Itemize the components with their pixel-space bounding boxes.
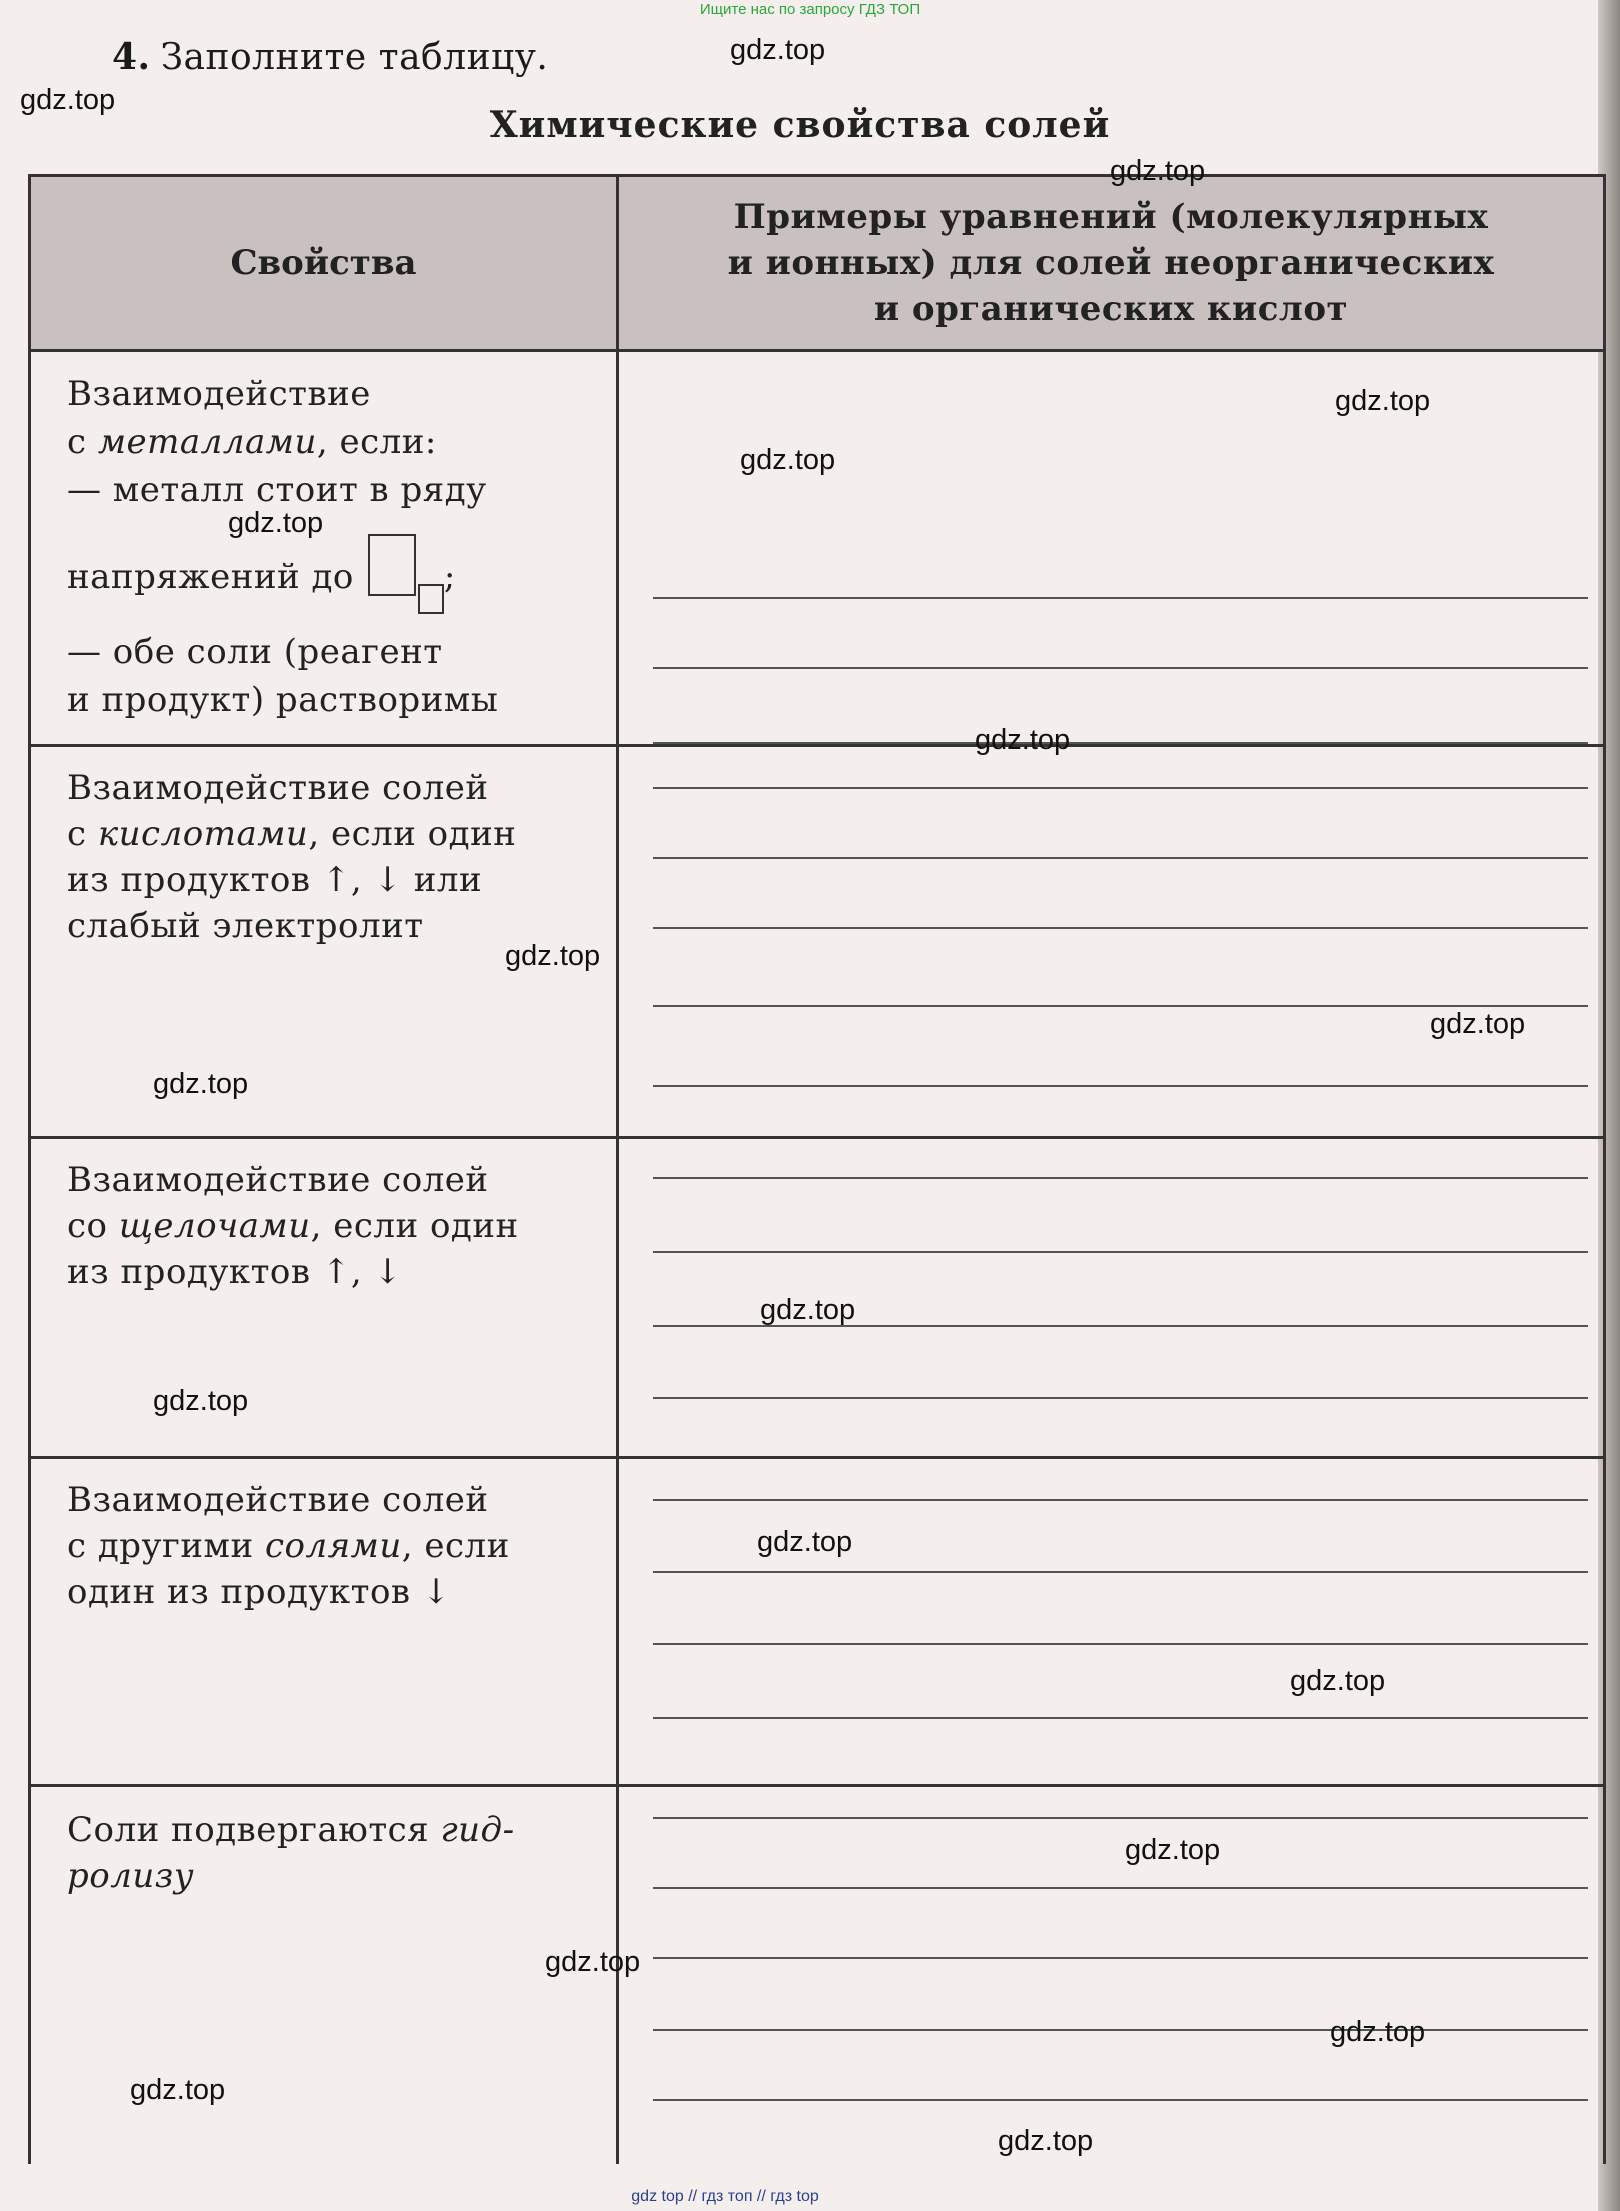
text-line: — металл стоит в ряду [67, 470, 487, 510]
write-line[interactable] [653, 857, 1588, 859]
property-cell [67, 765, 597, 949]
property-cell [67, 1157, 597, 1295]
watermark: gdz.top [1330, 2016, 1426, 2048]
text-line: один из продуктов ↓ [67, 1572, 451, 1612]
watermark: gdz.top [153, 1068, 249, 1100]
column-divider [616, 177, 619, 2164]
watermark: gdz.top [998, 2125, 1094, 2157]
table-row-acids [31, 747, 1603, 1139]
write-line[interactable] [653, 1957, 1588, 1959]
text-line: из продуктов ↑, ↓ [67, 1252, 403, 1292]
write-line[interactable] [653, 1571, 1588, 1573]
write-line[interactable] [653, 1177, 1588, 1179]
text-line: с металлами, если: [67, 422, 437, 462]
table-row-hydrolysis [31, 1787, 1603, 2167]
text-line: ролизу [67, 1856, 195, 1896]
watermark: gdz.top [760, 1294, 856, 1326]
text-line: Взаимодействие солей [67, 768, 489, 808]
watermark: gdz.top [975, 724, 1071, 756]
write-line[interactable] [653, 742, 1588, 744]
text-line: Взаимодействие [67, 374, 371, 414]
watermark: gdz.top [730, 34, 826, 66]
watermark: gdz.top [20, 84, 116, 116]
watermark: gdz.top [153, 1385, 249, 1417]
text-line: напряжений до ; [67, 534, 597, 614]
write-line[interactable] [653, 1817, 1588, 1819]
header-line: и ионных) для солей неорганических [727, 243, 1495, 283]
write-line[interactable] [653, 2099, 1588, 2101]
watermark: gdz.top [757, 1526, 853, 1558]
table-title: Химические свойства солей [489, 104, 1111, 146]
write-line[interactable] [653, 1251, 1588, 1253]
text-line: Соли подвергаются гид- [67, 1810, 515, 1850]
text-line: со щелочами, если один [67, 1206, 519, 1246]
watermark: gdz.top [1335, 385, 1431, 417]
text-line: Взаимодействие солей [67, 1160, 489, 1200]
write-line[interactable] [653, 1005, 1588, 1007]
write-line[interactable] [653, 597, 1588, 599]
top-banner[interactable]: Ищите нас по запросу ГДЗ ТОП [699, 1, 921, 18]
write-line[interactable] [653, 1717, 1588, 1719]
table-header [31, 177, 1603, 352]
write-line[interactable] [653, 1643, 1588, 1645]
watermark: gdz.top [228, 507, 324, 539]
property-cell [67, 370, 597, 724]
header-line: Примеры уравнений (молекулярных [733, 197, 1489, 237]
watermark: gdz.top [1125, 1834, 1221, 1866]
watermark: gdz.top [130, 2074, 226, 2106]
text-line: с другими солями, если [67, 1526, 510, 1566]
header-col-examples [619, 177, 1603, 349]
watermark: gdz.top [545, 1946, 641, 1978]
watermark: gdz.top [505, 940, 601, 972]
watermark: gdz.top [1430, 1008, 1526, 1040]
text-line: слабый электролит [67, 906, 424, 946]
write-line[interactable] [653, 1397, 1588, 1399]
write-line[interactable] [653, 1085, 1588, 1087]
watermark: gdz.top [1290, 1665, 1386, 1697]
task-text: Заполните таблицу. [160, 37, 549, 78]
header-col-properties: Свойства [230, 243, 417, 283]
property-cell [67, 1477, 597, 1615]
text-line: из продуктов ↑, ↓ или [67, 860, 483, 900]
write-line[interactable] [653, 787, 1588, 789]
text-line: с кислотами, если один [67, 814, 517, 854]
property-cell [67, 1807, 597, 1899]
write-line[interactable] [653, 1887, 1588, 1889]
task-heading [112, 36, 548, 78]
bottom-banner[interactable]: gdz top // гдз топ // гдз top [631, 2188, 819, 2205]
write-line[interactable] [653, 667, 1588, 669]
write-line[interactable] [653, 927, 1588, 929]
write-line[interactable] [653, 2029, 1588, 2031]
table-row-salts [31, 1459, 1603, 1787]
blank-box-icon[interactable] [368, 534, 416, 596]
text-line: — обе соли (реагент [67, 632, 443, 672]
watermark: gdz.top [1110, 155, 1206, 187]
header-line: и органических кислот [873, 289, 1349, 329]
watermark: gdz.top [740, 444, 836, 476]
write-line[interactable] [653, 1499, 1588, 1501]
text-line: и продукт) растворимы [67, 680, 499, 720]
blank-box-small-icon[interactable] [418, 584, 444, 614]
text-line: Взаимодействие солей [67, 1480, 489, 1520]
task-number: 4. [112, 36, 151, 78]
